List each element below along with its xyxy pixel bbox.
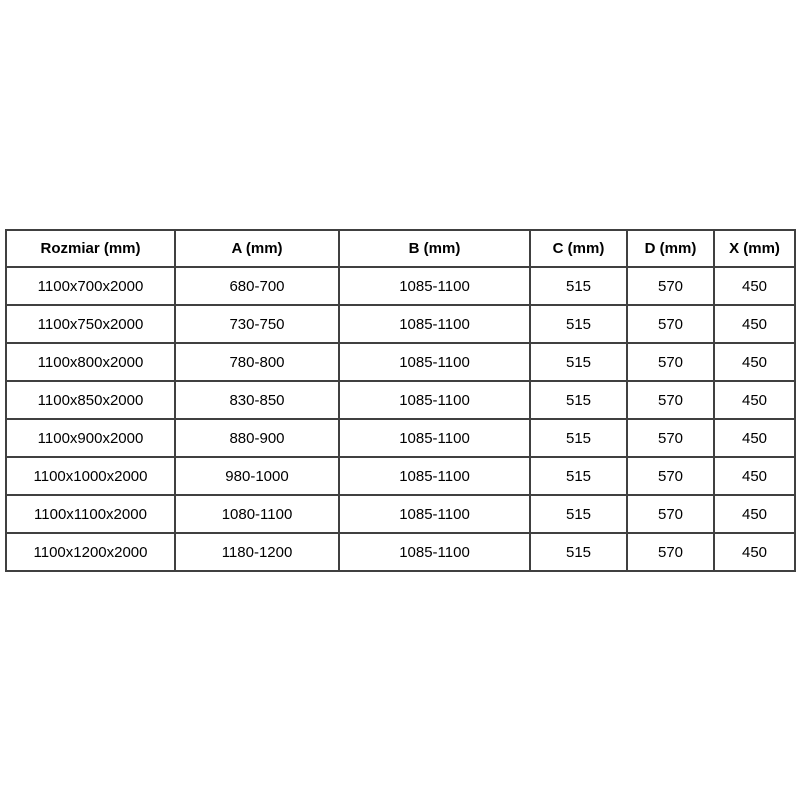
table-cell-b: 1085-1100 [339,381,530,419]
table-row [6,495,795,533]
table-cell-rozmiar: 1100x1100x2000 [6,495,175,533]
table-row [6,457,795,495]
table-cell-b: 1085-1100 [339,457,530,495]
header-row [6,230,795,267]
header-cell-b: B (mm) [339,230,530,267]
dimensions-table-container [5,229,794,572]
table-cell-c: 515 [530,457,627,495]
table-cell-c: 515 [530,343,627,381]
table-cell-rozmiar: 1100x1200x2000 [6,533,175,571]
table-row [6,305,795,343]
table-cell-rozmiar: 1100x750x2000 [6,305,175,343]
table-cell-rozmiar: 1100x800x2000 [6,343,175,381]
table-cell-c: 515 [530,381,627,419]
table-cell-rozmiar: 1100x850x2000 [6,381,175,419]
table-row [6,533,795,571]
table-row [6,381,795,419]
table-cell-a: 1080-1100 [175,495,339,533]
table-cell-d: 570 [627,419,714,457]
table-cell-b: 1085-1100 [339,495,530,533]
table-cell-d: 570 [627,381,714,419]
table-cell-x: 450 [714,495,795,533]
table-cell-a: 1180-1200 [175,533,339,571]
table-cell-x: 450 [714,267,795,305]
table-cell-d: 570 [627,343,714,381]
table-cell-b: 1085-1100 [339,305,530,343]
table-row [6,343,795,381]
table-cell-x: 450 [714,305,795,343]
table-cell-d: 570 [627,533,714,571]
header-cell-rozmiar: Rozmiar (mm) [6,230,175,267]
table-cell-a: 780-800 [175,343,339,381]
table-cell-a: 830-850 [175,381,339,419]
table-cell-a: 880-900 [175,419,339,457]
table-cell-c: 515 [530,267,627,305]
table-cell-b: 1085-1100 [339,533,530,571]
table-cell-d: 570 [627,457,714,495]
table-cell-x: 450 [714,457,795,495]
table-cell-b: 1085-1100 [339,267,530,305]
table-cell-b: 1085-1100 [339,343,530,381]
header-cell-d: D (mm) [627,230,714,267]
header-cell-x: X (mm) [714,230,795,267]
header-cell-a: A (mm) [175,230,339,267]
table-cell-x: 450 [714,419,795,457]
table-cell-rozmiar: 1100x1000x2000 [6,457,175,495]
table-cell-d: 570 [627,305,714,343]
table-row [6,267,795,305]
table-cell-c: 515 [530,305,627,343]
table-cell-d: 570 [627,267,714,305]
table-cell-a: 730-750 [175,305,339,343]
table-cell-x: 450 [714,533,795,571]
table-cell-c: 515 [530,495,627,533]
table-cell-x: 450 [714,381,795,419]
table-body [6,267,795,571]
table-row [6,419,795,457]
table-cell-a: 980-1000 [175,457,339,495]
table-cell-a: 680-700 [175,267,339,305]
table-cell-rozmiar: 1100x700x2000 [6,267,175,305]
table-cell-d: 570 [627,495,714,533]
table-header [6,230,795,267]
header-cell-c: C (mm) [530,230,627,267]
table-cell-x: 450 [714,343,795,381]
table-cell-c: 515 [530,419,627,457]
table-cell-rozmiar: 1100x900x2000 [6,419,175,457]
dimensions-table [5,229,796,572]
table-cell-c: 515 [530,533,627,571]
table-cell-b: 1085-1100 [339,419,530,457]
